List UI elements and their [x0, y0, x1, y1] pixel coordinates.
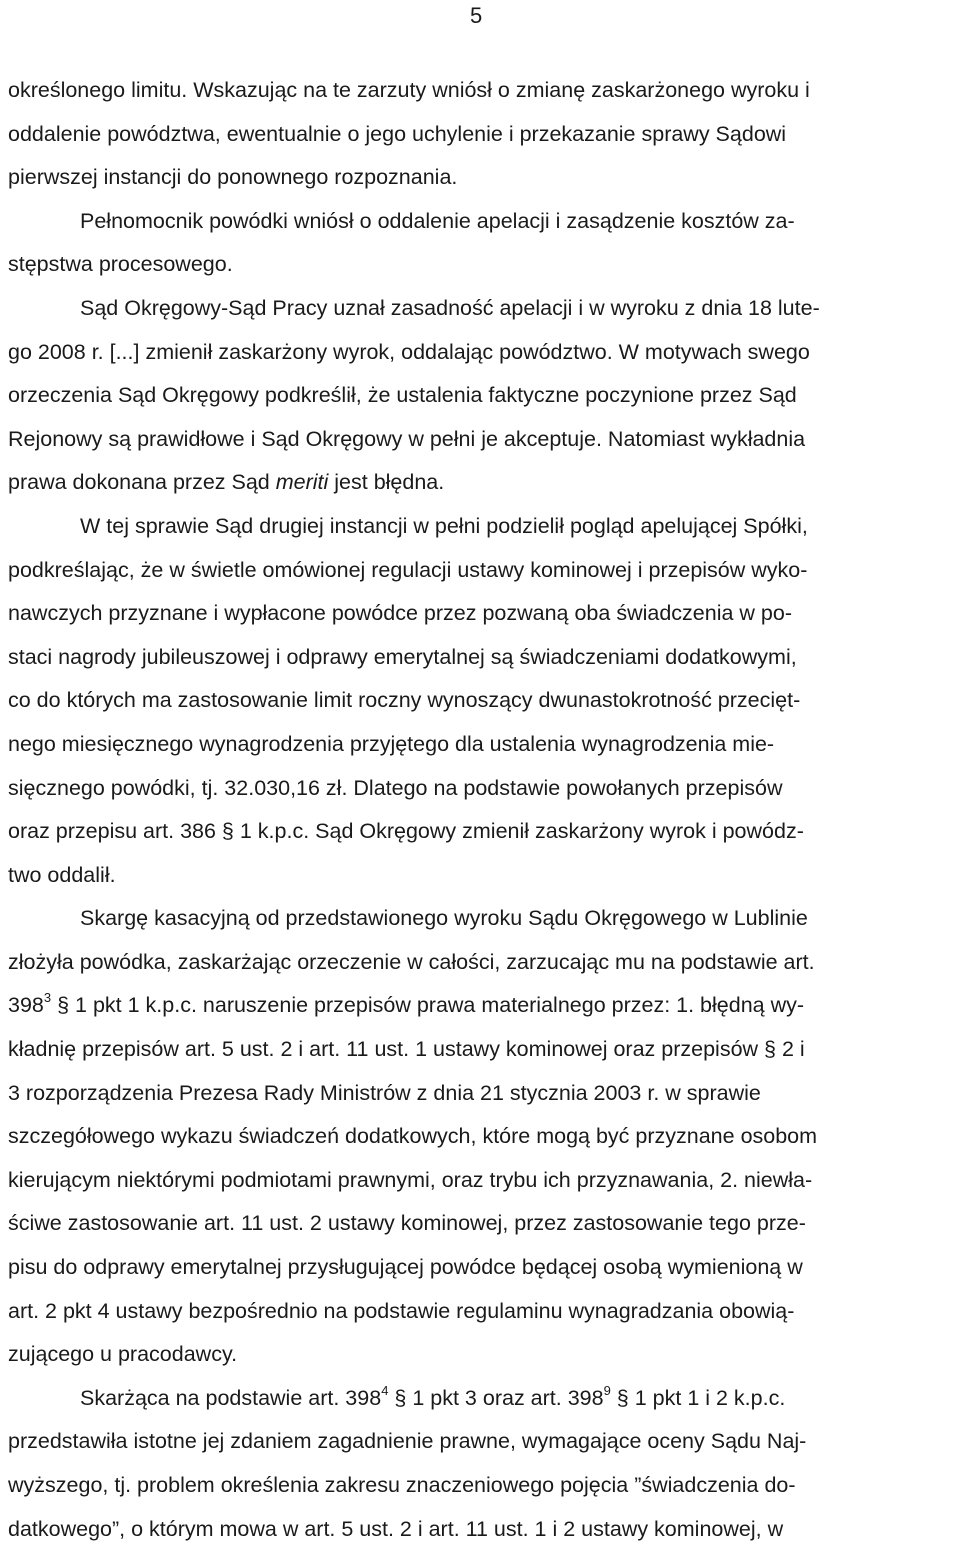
text-line: two oddalił. [8, 862, 116, 887]
text-span: 1 pkt 1 k.p.c. naruszenie przepisów prawa materialnego przez: 1. błędną wy- [69, 993, 805, 1018]
section-sign: § [394, 1385, 407, 1410]
text-span: Skarżąca na podstawie art. 398 [80, 1385, 382, 1410]
text-line: zującego u pracodawcy. [8, 1342, 238, 1367]
text-line: podkreślając, że w świetle omówionej regulacji ustawy kominowej i przepisów wyko- [8, 557, 808, 582]
text-line [8, 810, 952, 854]
superscript: 9 [603, 1382, 611, 1398]
text-span: 398 [8, 993, 44, 1018]
text-span: 1 k.p.c. Sąd Okręgowy zmienił zaskarżony wyrok i powódz- [233, 819, 804, 844]
text-line: przedstawiła istotne jej zdaniem zagadnienie prawne, wymagające oceny Sądu Naj- [8, 1429, 807, 1454]
text-line: szczegółowego wykazu świadczeń dodatkowych, które mogą być przyznane osobom [8, 1124, 818, 1149]
paragraph-start-line: Pełnomocnik powódki wniósł o oddalenie apelacji i zasądzenie kosztów za- [80, 208, 795, 233]
text-line: nawczych przyznane i wypłacone powódce przez pozwaną oba świadczenia w po- [8, 601, 792, 626]
superscript: 3 [43, 990, 52, 1006]
text-span: prawa dokonana przez Sąd [8, 470, 276, 495]
text-span: 2 i [776, 1037, 805, 1062]
text-line: złożyła powódka, zaskarżając orzeczenie w całości, zarzucając mu na podstawie art. [8, 949, 815, 974]
paragraph-start-line [8, 1377, 952, 1421]
text-line: orzeczenia Sąd Okręgowy podkreślił, że ustalenia faktyczne poczynione przez Sąd [8, 383, 797, 408]
text-span: oraz przepisu art. 386 [8, 819, 222, 844]
section-sign: § [221, 819, 234, 844]
text-line: określonego limitu. Wskazując na te zarzuty wniósł o zmianę zaskarżonego wyroku i [8, 78, 810, 102]
text-line [8, 1028, 952, 1072]
italic-term: meriti [275, 470, 329, 495]
text-line: 3 rozporządzenia Prezesa Rady Ministrów z dnia 21 stycznia 2003 r. w sprawie [8, 1080, 761, 1105]
text-line: oddalenie powództwa, ewentualnie o jego uchylenie i przekazanie sprawy Sądowi [8, 121, 787, 146]
text-line: pisu do odprawy emerytalnej przysługującej powódce będącej osobą wymienioną w [8, 1255, 803, 1280]
page-number: 5 [470, 3, 483, 28]
text-span: kładnię przepisów art. 5 ust. 2 i art. 11 ust. 1 ustawy kominowej oraz przepisów [8, 1037, 765, 1062]
document-body [8, 69, 952, 1551]
text-line: nego miesięcznego wynagrodzenia przyjętego dla ustalenia wynagrodzenia mie- [8, 731, 775, 756]
text-line [8, 984, 952, 1028]
paragraph-start-line: Sąd Okręgowy-Sąd Pracy uznał zasadność apelacji i w wyroku z dnia 18 lute- [80, 295, 820, 320]
text-line: wyższego, tj. problem określenia zakresu znaczeniowego pojęcia ”świadczenia do- [8, 1473, 796, 1497]
text-line: stępstwa procesowego. [8, 252, 233, 277]
text-span: 1 pkt 1 i 2 k.p.c. [628, 1385, 786, 1410]
section-sign: § [764, 1037, 776, 1062]
text-line [8, 461, 952, 505]
text-line: go 2008 r. [...] zmienił zaskarżony wyrok, oddalając powództwo. W motywach swego [8, 339, 810, 364]
paragraph-start-line: W tej sprawie Sąd drugiej instancji w pełni podzielił pogląd apelującej Spółki, [80, 513, 808, 538]
section-sign: § [57, 993, 70, 1018]
text-line: Rejonowy są prawidłowe i Sąd Okręgowy w pełni je akceptuje. Natomiast wykładnia [8, 426, 806, 451]
text-line: pierwszej instancji do ponownego rozpoznania. [8, 165, 458, 190]
text-span: jest błędna. [328, 470, 445, 495]
text-line: datkowego”, o którym mowa w art. 5 ust. 2 i art. 11 ust. 1 i 2 ustawy kominowej, w [8, 1516, 784, 1541]
text-line: art. 2 pkt 4 ustawy bezpośrednio na podstawie regulaminu wynagradzania obowią- [8, 1298, 795, 1323]
superscript: 4 [381, 1382, 389, 1398]
text-line: kierującym niektórymi podmiotami prawnymi, oraz trybu ich przyznawania, 2. niewła- [8, 1167, 813, 1192]
section-sign: § [616, 1385, 629, 1410]
text-line: staci nagrody jubileuszowej i odprawy emerytalnej są świadczeniami dodatkowymi, [8, 644, 797, 669]
text-line: ściwe zastosowanie art. 11 ust. 2 ustawy kominowej, przez zastosowanie tego prze- [8, 1211, 806, 1236]
text-line: sięcznego powódki, tj. 32.030,16 zł. Dlatego na podstawie powołanych przepisów [8, 775, 783, 800]
text-span: 1 pkt 3 oraz art. 398 [406, 1385, 604, 1410]
paragraph-start-line: Skargę kasacyjną od przedstawionego wyroku Sądu Okręgowego w Lublinie [80, 906, 808, 931]
text-line: co do których ma zastosowanie limit roczny wynoszący dwunastokrotność przecięt- [8, 688, 801, 713]
